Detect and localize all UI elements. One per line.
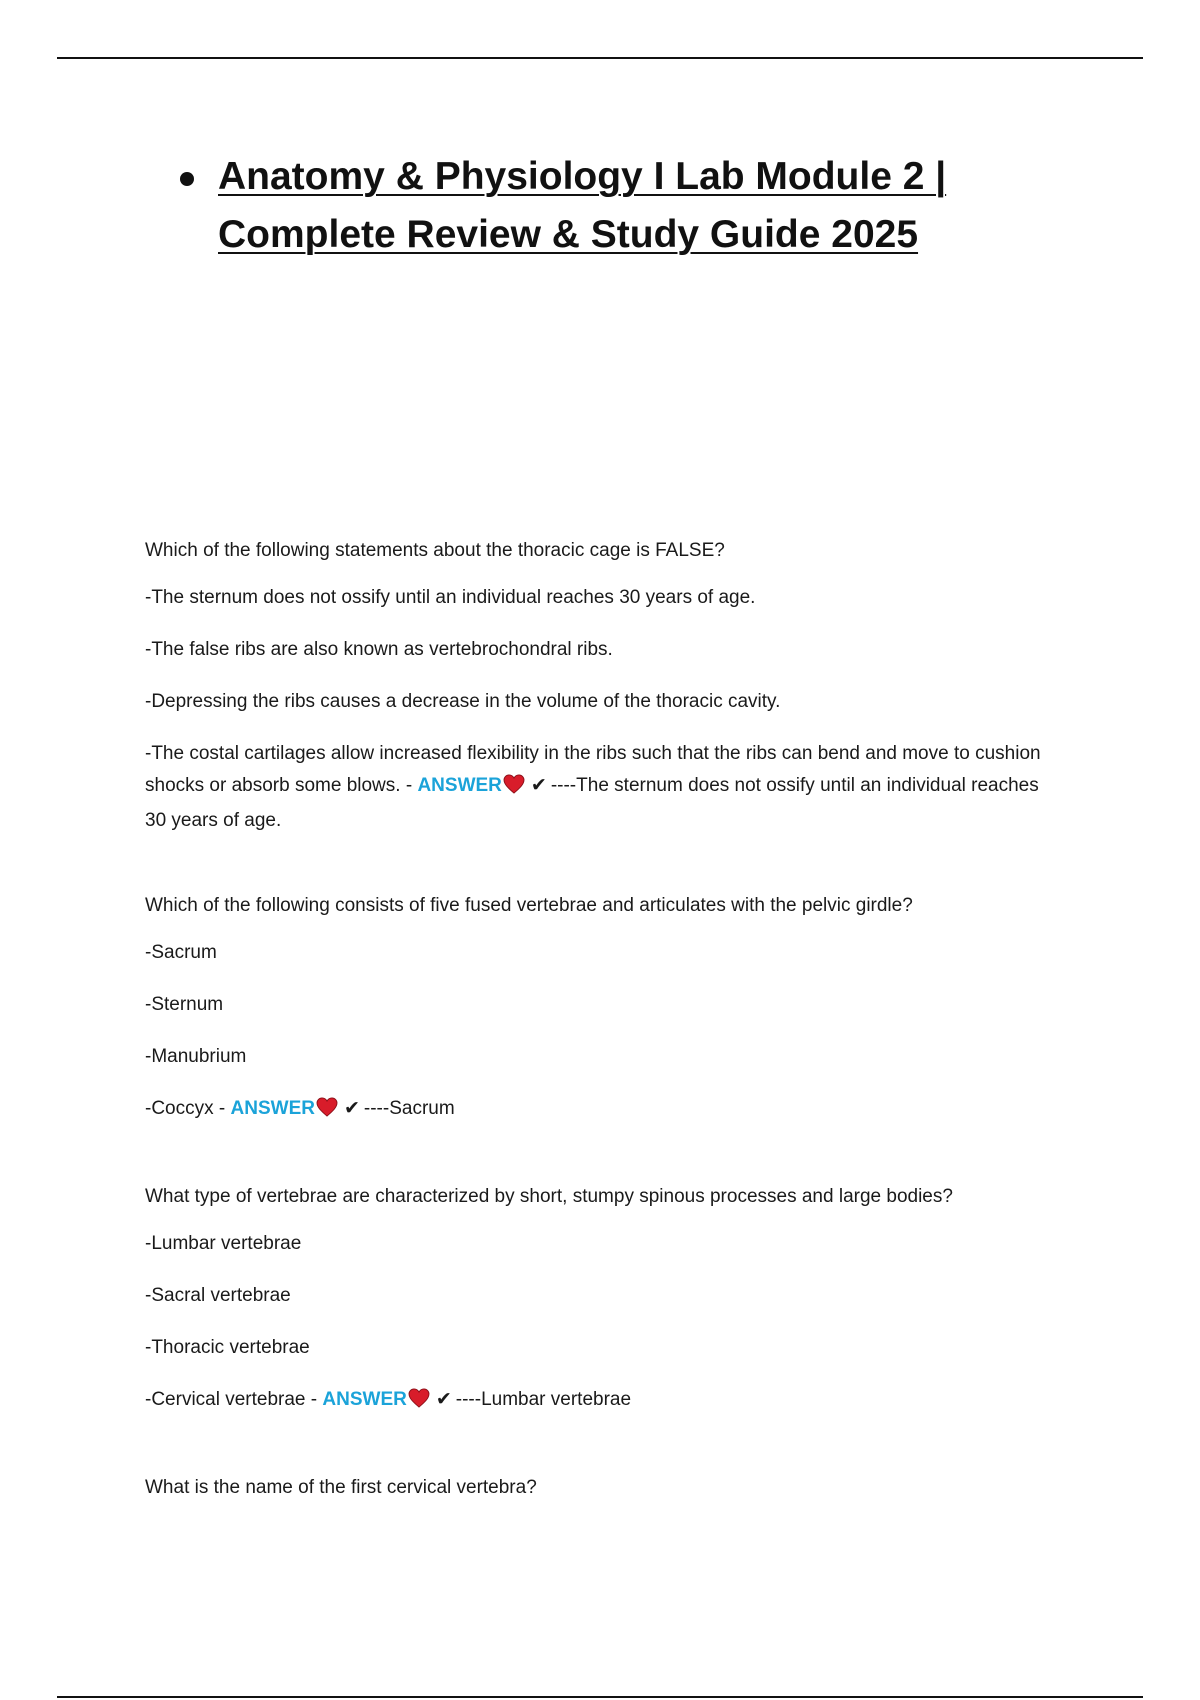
check-icon: ✔ xyxy=(435,1389,452,1410)
question-block xyxy=(145,1475,1065,1501)
option: -Sternum xyxy=(145,994,224,1015)
answer-text: Sacrum xyxy=(389,1098,455,1119)
option: -Thoracic vertebrae xyxy=(145,1337,310,1358)
question-text: What is the name of the first cervical vertebra? xyxy=(145,1477,537,1498)
heart-icon xyxy=(503,773,525,805)
question-block xyxy=(145,893,1065,1128)
page-title xyxy=(218,148,1080,264)
heart-icon xyxy=(408,1387,430,1419)
option: -Cervical vertebrae xyxy=(145,1389,306,1410)
option: -The costal cartilages allow increased flexibility in the ribs such that the ribs can bend and move to cushion shocks or absorb some blows. xyxy=(145,743,1041,796)
answer-text: Lumbar vertebrae xyxy=(481,1389,632,1410)
question-block xyxy=(145,538,1065,837)
question-text: What type of vertebrae are characterized by short, stumpy spinous processes and large bodies? xyxy=(145,1186,953,1207)
answer-separator: - xyxy=(305,1389,323,1410)
answer-separator: - xyxy=(400,775,418,796)
option: -Coccyx xyxy=(145,1098,214,1119)
answer-arrow: ---- xyxy=(550,775,577,796)
answer-label: ANSWER xyxy=(322,1389,407,1410)
option: -Lumbar vertebrae xyxy=(145,1233,302,1254)
answer-separator: - xyxy=(213,1098,231,1119)
answer-arrow: ---- xyxy=(363,1098,390,1119)
option-with-answer xyxy=(145,1093,1065,1128)
option: -The sternum does not ossify until an individual reaches 30 years of age. xyxy=(145,587,756,608)
answer-label: ANSWER xyxy=(230,1098,315,1119)
bottom-rule xyxy=(57,1696,1143,1698)
option-with-answer xyxy=(145,738,1065,837)
title-line-2: Complete Review & Study Guide 2025 xyxy=(218,213,919,256)
option: -The false ribs are also known as vertebrochondral ribs. xyxy=(145,639,613,660)
option: -Sacral vertebrae xyxy=(145,1285,291,1306)
document-title xyxy=(180,148,1080,264)
option: -Manubrium xyxy=(145,1046,247,1067)
bullet-icon xyxy=(180,172,194,186)
answer-arrow: ---- xyxy=(455,1389,482,1410)
option: -Sacrum xyxy=(145,942,217,963)
answer-label: ANSWER xyxy=(417,775,502,796)
heart-icon xyxy=(316,1096,338,1128)
option-with-answer xyxy=(145,1384,1065,1419)
title-line-1: Anatomy & Physiology I Lab Module 2 | xyxy=(218,155,947,198)
question-text: Which of the following statements about the thoracic cage is FALSE? xyxy=(145,540,725,561)
question-text: Which of the following consists of five fused vertebrae and articulates with the pelvic girdle? xyxy=(145,895,913,916)
option: -Depressing the ribs causes a decrease in the volume of the thoracic cavity. xyxy=(145,691,781,712)
top-rule xyxy=(57,57,1143,59)
question-block xyxy=(145,1184,1065,1419)
question-list xyxy=(145,538,1065,1554)
answer-text: The sternum does not ossify until an individual reaches 30 years of age. xyxy=(145,775,1039,831)
check-icon: ✔ xyxy=(343,1098,360,1119)
check-icon: ✔ xyxy=(530,775,547,796)
